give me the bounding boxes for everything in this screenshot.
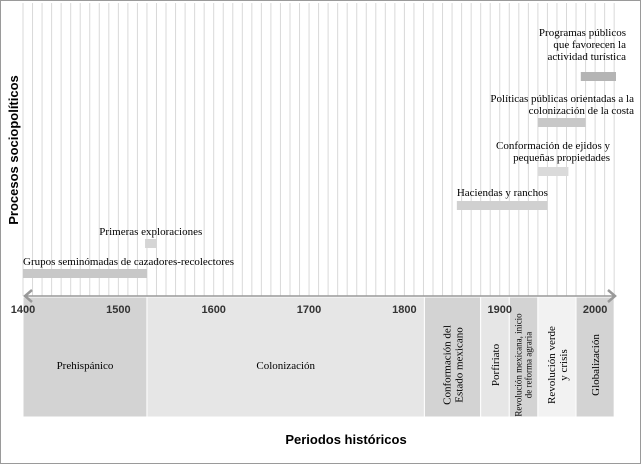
period-label: Porfiriato <box>489 343 502 387</box>
x-tick-label: 1900 <box>487 304 512 316</box>
x-tick-label: 1800 <box>392 304 417 316</box>
task-label: Políticas públicas orientadas a la colonización de la costa <box>490 93 634 117</box>
task-bar <box>457 201 548 210</box>
task-bar <box>23 269 147 278</box>
task-bar <box>145 239 156 248</box>
period-label: Prehispánico <box>56 360 114 372</box>
x-tick-label: 2000 <box>582 304 608 316</box>
x-tick-label: 1700 <box>296 304 322 316</box>
task-bar <box>538 118 586 127</box>
period-label: Conformación delEstado mexicano <box>441 325 466 405</box>
period-label: Revolución mexicana, iniciode reforma agraria <box>513 313 534 417</box>
period-label: Revolución verdey crisis <box>545 326 570 404</box>
task-label: Grupos seminómadas de cazadores-recolectores <box>23 256 235 268</box>
x-axis-title: Periodos históricos <box>285 432 407 447</box>
task-label: Haciendas y ranchos <box>456 187 548 199</box>
task-label: Conformación de ejidos y pequeñas propiedades <box>496 140 610 164</box>
task-label: Primeras exploraciones <box>99 226 203 238</box>
period-label: Colonización <box>256 360 316 372</box>
y-axis-title: Procesos sociopolíticos <box>6 75 21 225</box>
task-label: Programas públicos que favorecen la actividad turística <box>538 27 626 63</box>
x-tick-label: 1600 <box>201 304 226 316</box>
period-band <box>147 297 424 417</box>
task-bar <box>538 167 569 176</box>
x-tick-label: 1500 <box>106 304 131 316</box>
period-label: Globalización <box>589 334 602 396</box>
task-bar <box>581 72 616 81</box>
x-tick-label: 1400 <box>10 304 36 316</box>
